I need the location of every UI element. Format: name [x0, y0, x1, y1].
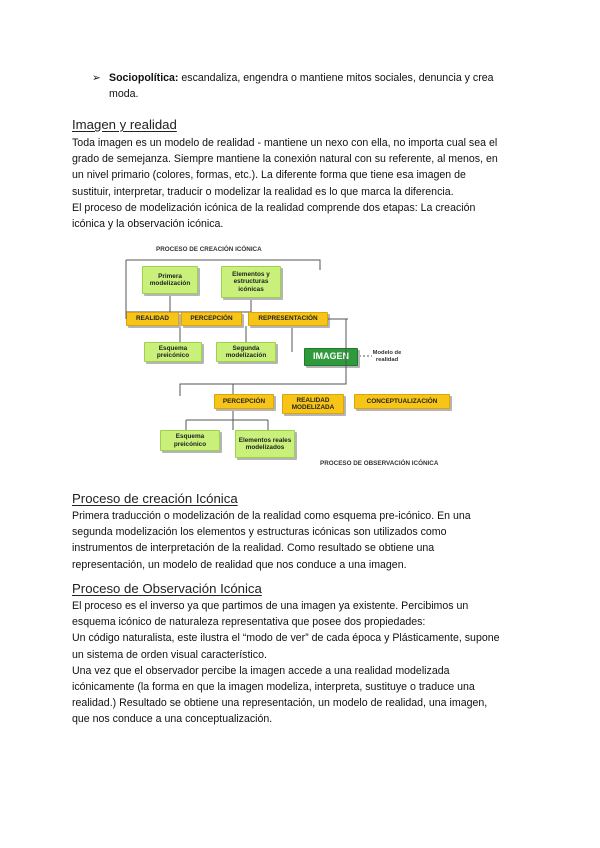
- box-elementos-estructuras: Elementos y estructuras icónicas: [221, 266, 281, 298]
- box-imagen: IMAGEN: [304, 348, 358, 366]
- bullet-item: [92, 70, 532, 102]
- paragraph-proceso-creacion: [72, 508, 532, 573]
- paragraph-imagen-realidad: [72, 135, 532, 232]
- box-segunda-modelizacion: Segunda modelización: [216, 342, 276, 362]
- text-line: un sistema de orden visual característico.: [72, 648, 267, 661]
- box-realidad-modelizada: REALIDAD MODELIZADA: [282, 394, 344, 414]
- box-conceptualizacion: CONCEPTUALIZACIÓN: [354, 394, 450, 409]
- box-primera-modelizacion: Primera modelización: [142, 266, 198, 294]
- text-line: segunda modelización los elementos y estructuras icónicas son utilizados como: [72, 526, 447, 539]
- box-realidad: REALIDAD: [126, 312, 179, 326]
- diagram-title-observation: PROCESO DE OBSERVACIÓN ICÓNICA: [320, 460, 439, 467]
- text-line: El proceso es el inverso ya que partimos de una imagen ya existente. Percibimos un: [72, 600, 469, 612]
- bullet-text: escandaliza, engendra o mantiene mitos sociales, denuncia y crea: [178, 72, 494, 84]
- text-line: Una vez que el observador percibe la imagen accede a una realidad modelizada: [72, 664, 450, 677]
- text-line: grado de semejanza. Siempre mantiene la conexión natural con su referente, al menos, en: [72, 153, 498, 166]
- text-line: realidad.) Resultado se obtiene una representación, un modelo de realidad, una imagen,: [72, 697, 488, 710]
- box-esquema-preiconico-bottom: Esquema preicónico: [160, 430, 220, 451]
- text-line: un nivel primario (colores, formas, etc.). La diferente forma que tiene esa imagen de: [72, 169, 466, 182]
- text-line: Primera traducción o modelización de la realidad como esquema pre-icónico. En una: [72, 510, 471, 522]
- box-elementos-reales: Elementos reales modelizados: [235, 430, 295, 458]
- label-modelo-realidad: Modelo de realidad: [372, 350, 402, 363]
- text-line: El proceso de modelización icónica de la realidad comprende dos etapas: La creación: [72, 201, 476, 214]
- text-line: representación, un modelo de realidad que nos conduce a una imagen.: [72, 558, 407, 571]
- box-percepcion-bottom: PERCEPCIÓN: [214, 394, 274, 409]
- box-percepcion-top: PERCEPCIÓN: [181, 312, 242, 326]
- text-line: icónicamente (la forma en que la imagen modeliza, interpreta, sustituye o traduce una: [72, 681, 475, 694]
- text-line: instrumentos de interpretación de la realidad. Como resultado se obtiene una: [72, 542, 435, 555]
- bullet-label: Sociopolítica:: [109, 72, 179, 84]
- diagram-title-creation: PROCESO DE CREACIÓN ICÓNICA: [156, 246, 262, 253]
- heading-proceso-creacion: Proceso de creación Icónica: [72, 491, 238, 506]
- heading-imagen-realidad: Imagen y realidad: [72, 117, 177, 132]
- text-line: Un código naturalista, este ilustra el “modo de ver” de cada época y Plásticamente, supone: [72, 632, 500, 645]
- box-esquema-preiconico-top: Esquema preicónico: [144, 342, 202, 362]
- text-line: que nos conduce a una conceptualización.: [72, 713, 273, 726]
- heading-proceso-observacion: Proceso de Observación Icónica: [72, 581, 262, 596]
- arrow-bullet-icon: ➢: [92, 72, 101, 84]
- text-line: icónica y la observación icónica.: [72, 218, 224, 231]
- box-representacion: REPRESENTACIÓN: [248, 312, 328, 326]
- iconic-process-diagram: [118, 244, 460, 474]
- text-line: sustituir, interpretar, traducir o modelizar la realidad es lo que marca la diferencia.: [72, 185, 454, 198]
- text-line: esquema icónico de naturaleza representativa que posee dos propiedades:: [72, 616, 426, 629]
- bullet-text-cont: moda.: [109, 88, 139, 101]
- paragraph-proceso-observacion: [72, 598, 532, 728]
- text-line: Toda imagen es un modelo de realidad - mantiene un nexo con ella, no importa cual sea el: [72, 137, 498, 149]
